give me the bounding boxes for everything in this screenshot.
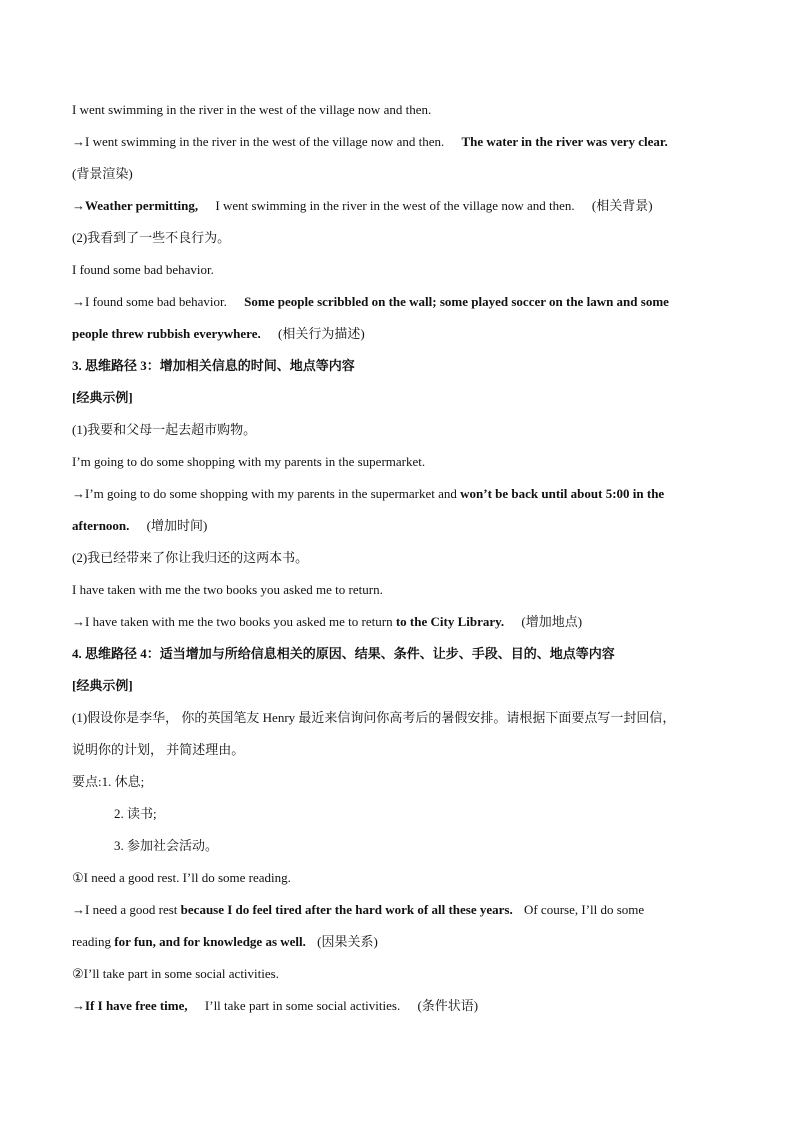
example-sentence-original [72, 868, 722, 888]
example-label [72, 388, 722, 408]
example-sentence-original [72, 260, 722, 280]
annotation-text: (增加地点) [521, 614, 583, 629]
point-text: 3. 参加社会活动。 [114, 838, 219, 853]
sentence-text: →I went swimming in the river in the west of the village now and then. [72, 134, 445, 149]
section-heading [72, 356, 722, 376]
point-text: 2. 读书; [114, 806, 157, 821]
section-heading [72, 644, 722, 664]
example-sentence-original [72, 964, 722, 984]
example-sentence-expanded [72, 196, 722, 216]
sentence-text: I went swimming in the river in the west of the village now and then. [215, 198, 575, 213]
example-sentence-expanded [72, 612, 722, 632]
annotation-text: (相关背景) [591, 198, 653, 213]
example-sentence-original [72, 452, 722, 472]
key-points-item [114, 836, 764, 856]
label-text: [经典示例] [72, 390, 133, 405]
annotation-text: (背景渲染) [72, 166, 133, 181]
bold-addition: won’t be back until about 5:00 in the [460, 486, 665, 501]
point-text: 要点:1. 休息; [72, 774, 145, 789]
prompt-text: (1)假设你是李华， 你的英国笔友 Henry 最近来信询问你高考后的暑假安排。请根据下面要点写一封回信， [72, 710, 676, 725]
bold-addition: to the City Library. [395, 614, 505, 629]
sentence-text: ①I need a good rest. I’ll do some reading. [72, 870, 291, 885]
prompt-text: 说明你的计划， 并简述理由。 [72, 742, 245, 757]
bold-addition: →If I have free time, [72, 998, 188, 1013]
label-text: [经典示例] [72, 678, 133, 693]
sentence-text: I’ll take part in some social activities. [204, 998, 401, 1013]
prompt-text: (1)我要和父母一起去超市购物。 [72, 422, 257, 437]
key-points-item [114, 804, 764, 824]
example-sentence-original [72, 580, 722, 600]
annotation-text: (相关行为描述) [277, 326, 365, 341]
sentence-text: →I’m going to do some shopping with my parents in the supermarket and [72, 486, 457, 501]
task-prompt [72, 708, 722, 728]
example-sentence-expanded [72, 900, 722, 920]
example-sentence-expanded [72, 996, 722, 1016]
example-sentence-continued [72, 516, 722, 536]
example-sentence-expanded [72, 484, 722, 504]
task-prompt-continued [72, 740, 722, 760]
example-label [72, 676, 722, 696]
sentence-text: I went swimming in the river in the west of the village now and then. [72, 102, 432, 117]
chinese-prompt [72, 228, 722, 248]
heading-text: 3. 思维路径 3：增加相关信息的时间、地点等内容 [72, 358, 355, 373]
bold-addition: because I do feel tired after the hard work of all these years. [180, 902, 513, 917]
example-sentence-original [72, 100, 722, 120]
sentence-text: I have taken with me the two books you asked me to return. [72, 582, 383, 597]
example-sentence-continued [72, 324, 722, 344]
sentence-text: →I have taken with me the two books you asked me to return [72, 614, 393, 629]
bold-addition: afternoon. [72, 518, 130, 533]
prompt-text: (2)我看到了一些不良行为。 [72, 230, 231, 245]
sentence-text: reading [72, 934, 111, 949]
chinese-prompt [72, 548, 722, 568]
bold-addition: →Weather permitting, [72, 198, 199, 213]
sentence-text: I’m going to do some shopping with my parents in the supermarket. [72, 454, 426, 469]
sentence-text: I found some bad behavior. [72, 262, 214, 277]
annotation-line [72, 164, 722, 184]
example-sentence-expanded [72, 132, 722, 152]
bold-addition: for fun, and for knowledge as well. [114, 934, 306, 949]
prompt-text: (2)我已经带来了你让我归还的这两本书。 [72, 550, 309, 565]
sentence-text: →I need a good rest [72, 902, 178, 917]
annotation-text: (增加时间) [146, 518, 208, 533]
annotation-text: (因果关系) [317, 934, 378, 949]
key-points-item [72, 772, 722, 792]
bold-addition: The water in the river was very clear. [461, 134, 668, 149]
heading-text: 4. 思维路径 4：适当增加与所给信息相关的原因、结果、条件、让步、手段、目的、地点等内容 [72, 646, 615, 661]
sentence-text: →I found some bad behavior. [72, 294, 227, 309]
chinese-prompt [72, 420, 722, 440]
example-sentence-expanded [72, 292, 722, 312]
bold-addition: Some people scribbled on the wall; some played soccer on the lawn and some [244, 294, 669, 309]
example-sentence-continued [72, 932, 722, 952]
bold-addition: people threw rubbish everywhere. [72, 326, 261, 341]
annotation-text: (条件状语) [417, 998, 479, 1013]
sentence-text: ②I’ll take part in some social activities. [72, 966, 279, 981]
sentence-text: Of course, I’ll do some [523, 902, 645, 917]
